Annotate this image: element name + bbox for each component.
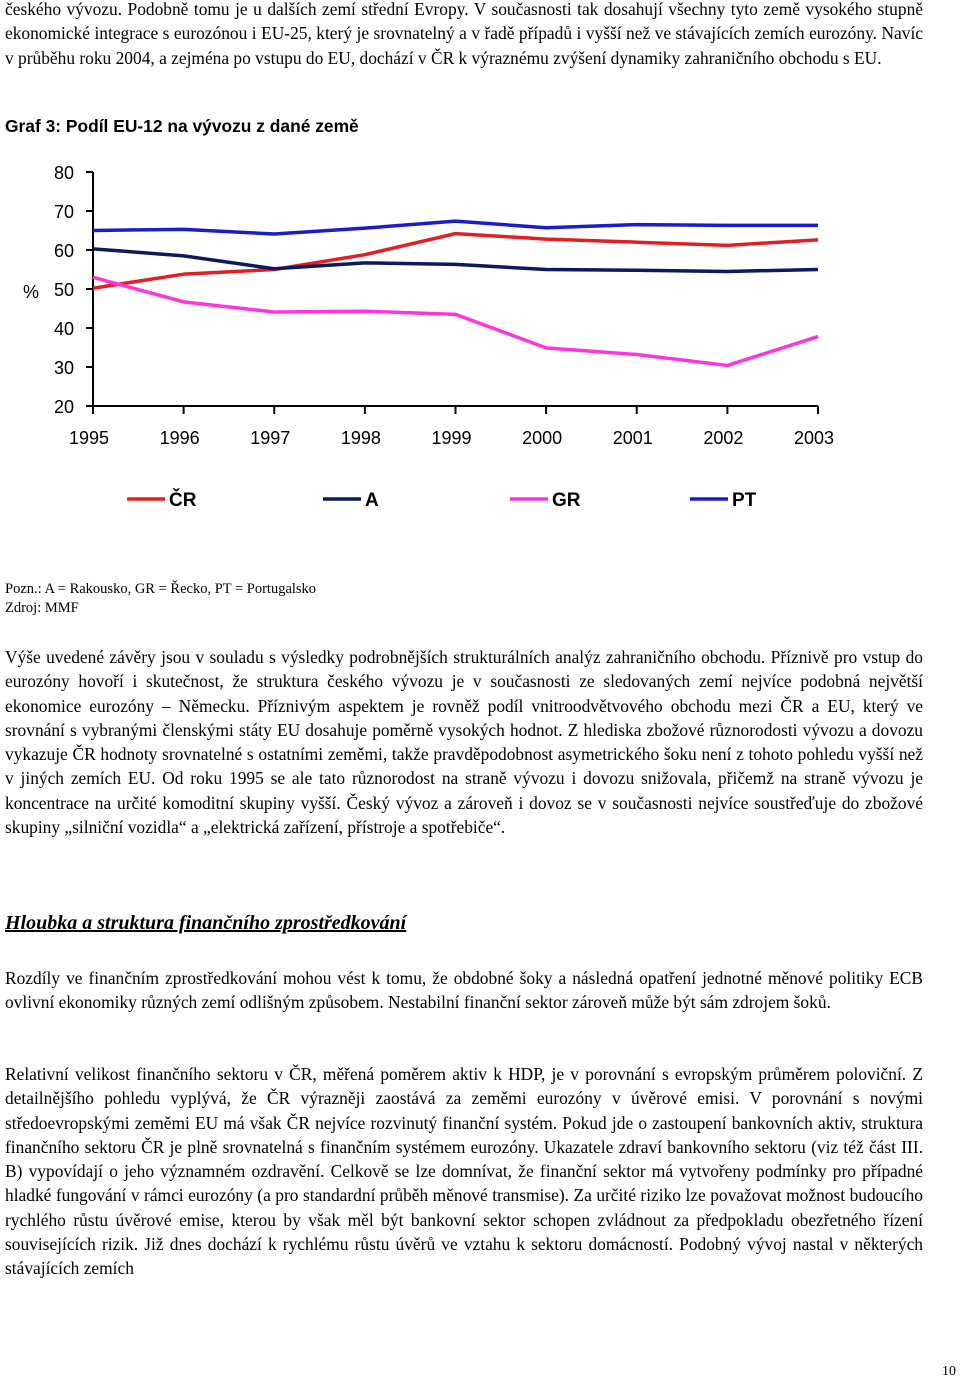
series-lines <box>93 221 818 365</box>
y-tick-label: 20 <box>53 397 74 417</box>
y-axis-label: % <box>22 282 40 302</box>
page-number: 10 <box>942 1364 956 1379</box>
x-tick-label: 2003 <box>793 428 835 448</box>
y-axis <box>23 163 93 417</box>
x-tick-label: 1997 <box>250 428 291 448</box>
series-line-cr <box>93 234 818 289</box>
chart-source: Zdroj: MMF <box>5 600 79 616</box>
y-tick-label: 40 <box>53 319 74 339</box>
x-tick-label: 2001 <box>612 428 653 448</box>
x-tick-label: 1999 <box>431 428 472 448</box>
x-tick-label: 2000 <box>522 428 563 448</box>
series-line-a <box>93 249 818 272</box>
financial-sector-size-paragraph: Relativní velikost finančního sektoru v ČR, měřená poměrem aktiv k HDP, je v porovnání s evropským průměrem poloviční. Z detailnějšího pohledu vyplývá, že ČR výrazněji zaostává za zeměmi eurozóny v úvěrové emisi. V porovnání s novými středoevropskými zeměmi EU má však ČR nejvíce rozvinutý finanční systém. Pokud jde o zastoupení bankovních aktiv, struktura finančního sektoru ČR je plně srovnatelná s finančním systémem eurozóny. Ukazatele zdraví bankovního sektoru (viz též část III. B) vypovídají o jeho významném ozdravění. Celkově se lze domnívat, že finanční sektor má vytvořeny podmínky pro případné hladké fungování v rámci eurozóny (a pro standardní průběh měnové transmise). Za určité riziko lze považovat možnost budoucího rychlého růstu úvěrové emise, kterou by však měl být bankovní sektor schopen zvládnout za předpokladu obezřetného řízení souvisejících rizik. Již dnes dochází k rychlému růstu úvěrů ve vztahu k sektoru domácností. Podobný vývoj nastal v některých stávajících zemích <box>5 1064 923 1279</box>
y-tick-label: 70 <box>53 202 74 222</box>
series-line-gr <box>93 277 818 365</box>
chart-title: Graf 3: Podíl EU-12 na vývozu z dané země <box>5 116 359 136</box>
legend-label: A <box>365 490 379 511</box>
x-tick-label: 1995 <box>68 428 110 448</box>
y-tick-label: 30 <box>53 358 74 378</box>
conclusions-paragraph: Výše uvedené závěry jsou v souladu s výsledky podrobnějších strukturálních analýz zahraničního obchodu. Příznivě pro vstup do eurozóny hovoří i skutečnost, že struktura českého vývozu je v současnosti ze sledovaných zemí nejvíce podobná největší ekonomice eurozóny – Německu. Příznivým aspektem je rovněž podíl vnitroodvětvového obchodu mezi ČR a EU, který ve srovnání s vybranými členskými státy EU dosahuje poměrně vysokých hodnot. Z hlediska zbožové různorodosti vývozu a dovozu vykazuje ČR hodnoty srovnatelné s ostatními zeměmi, takže pravděpodobnost asymetrického šoku není z tohoto pohledu vyšší než v jiných zemích EU. Od roku 1995 se ale tato různorodost na straně vývozu i dovozu snižovala, přičemž na straně vývozu je koncentrace na určité komoditní skupiny vyšší. Český vývoz a zároveň i dovoz se v současnosti nejvíce soustřeďuje do zbožové skupiny „silniční vozidla“ a „elektrická zařízení, přístroje a spotřebiče“. <box>5 647 923 838</box>
intro-paragraph: českého vývozu. Podobně tomu je u dalších zemí střední Evropy. V současnosti tak dosahují všechny tyto země vysokého stupně ekonomické integrace s eurozónou i EU-25, který je srovnatelný a v řadě případů i vyšší než ve stávajících zemích eurozóny. Navíc v průběhu roku 2004, a zejména po vstupu do EU, dochází v ČR k výraznému zvýšení dynamiky zahraničního obchodu s EU. <box>5 0 923 68</box>
y-tick-label: 60 <box>53 241 74 261</box>
line-chart <box>0 150 870 530</box>
y-tick-label: 80 <box>53 163 74 183</box>
differences-paragraph: Rozdíly ve finančním zprostředkování mohou vést k tomu, že obdobné šoky a následná opatření jednotné měnové politiky ECB ovlivní ekonomiky různých zemí odlišným způsobem. Nestabilní finanční sektor zároveň může být sám zdrojem šoků. <box>5 968 923 1013</box>
section-heading: Hloubka a struktura finančního zprostředkování <box>5 912 407 934</box>
x-tick-label: 2002 <box>703 428 744 448</box>
legend-label: GR <box>552 490 581 511</box>
x-axis <box>69 406 834 448</box>
y-tick-label: 50 <box>53 280 74 300</box>
legend-label: PT <box>732 490 757 511</box>
x-tick-label: 1996 <box>159 428 200 448</box>
chart-note: Pozn.: A = Rakousko, GR = Řecko, PT = Portugalsko <box>5 581 317 597</box>
x-tick-label: 1998 <box>340 428 381 448</box>
legend-label: ČR <box>169 490 197 511</box>
chart-legend <box>127 489 757 511</box>
